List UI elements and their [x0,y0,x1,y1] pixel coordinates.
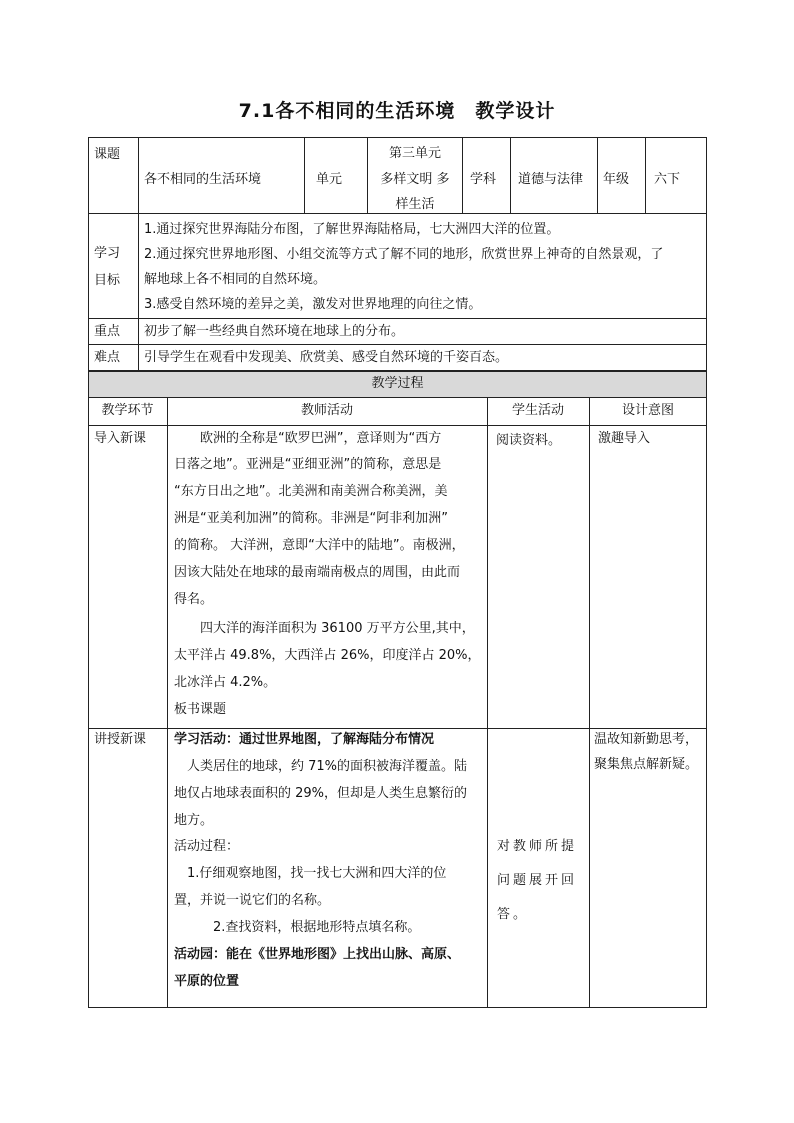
new-lesson-teacher-line: 1.仔细观察地图，找一找七大洲和四大洋的位 [174,866,447,881]
new-lesson-student-line: 对教师所提 [497,839,578,854]
difficult-point-text: 引导学生在观看中发现美、欣赏美、感受自然环境的千姿百态。 [144,350,509,365]
new-lesson-teacher-line: 地方。 [174,813,214,828]
page-title: 7.1各不相同的生活环境 教学设计 [238,100,556,122]
new-lesson-student-line: 答。 [497,907,530,922]
new-lesson-intent-line: 温故知新勤思考， [594,732,699,747]
new-lesson-teacher-line: 活动过程： [174,839,240,854]
key-point-label: 重点 [94,324,121,339]
column-header-teacher: 教师活动 [300,403,353,418]
new-lesson-student-line: 问题展开回 [497,873,578,888]
intro-teacher-line: 板书课题 [174,702,227,717]
grade-label: 年级 [603,172,630,187]
intro-stage: 导入新课 [94,431,147,446]
intro-teacher-line: 得名。 [174,592,214,607]
intro-teacher-line: 北冰洋占 4.2%。 [174,675,277,690]
key-point-text: 初步了解一些经典自然环境在地球上的分布。 [144,324,405,339]
unit-value-line3: 样生活 [395,197,435,212]
column-header-intent: 设计意图 [621,403,674,418]
objective-line: 2.通过探究世界地形图、小组交流等方式了解不同的地形，欣赏世界上神奇的自然景观，了 [144,247,664,262]
intro-intent: 激趣导入 [598,431,651,446]
keti-label: 课题 [94,147,121,162]
objectives-label-line1: 学习 [94,246,121,261]
intro-teacher-line: 四大洋的海洋面积为 36100 万平方公里,其中， [174,621,475,636]
objective-line: 解地球上各不相同的自然环境。 [144,272,327,287]
column-header-student: 学生活动 [511,403,564,418]
activity-title: 学习活动：通过世界地图，了解海陆分布情况 [174,732,435,747]
new-lesson-teacher-line: 人类居住的地球，约 71%的面积被海洋覆盖。陆 [174,759,468,774]
objectives-label-line2: 目标 [94,273,121,288]
new-lesson-teacher-line: 2.查找资料，根据地形特点填名称。 [174,920,421,935]
intro-teacher-line: 的简称。 大洋洲，意即“大洋中的陆地”。南极洲， [174,538,465,553]
column-header-stage: 教学环节 [101,403,154,418]
intro-teacher-line: 日落之地”。亚洲是“亚细亚洲”的简称，意思是 [174,457,442,472]
new-lesson-teacher-line: 置，并说一说它们的名称。 [174,893,331,908]
intro-teacher-line: 洲是“亚美利加洲”的简称。非洲是“阿非利加洲” [174,511,448,526]
activity-garden-line: 活动园：能在《世界地形图》上找出山脉、高原、 [174,947,461,962]
unit-value-line2: 多样文明 多 [380,172,450,187]
new-lesson-teacher-line: 地仅占地球表面积的 29%，但却是人类生息繁衍的 [174,786,468,801]
new-lesson-intent-line: 聚集焦点解新疑。 [594,757,699,772]
unit-label: 单元 [316,172,343,187]
subject-label: 学科 [470,172,497,187]
unit-value-line1: 第三单元 [388,146,441,161]
intro-teacher-line: 欧洲的全称是“欧罗巴洲”，意译则为“西方 [174,431,442,446]
subject-value: 道德与法律 [518,172,584,187]
objective-line: 3.感受自然环境的差异之美，激发对世界地理的向往之情。 [144,297,482,312]
objective-line: 1.通过探究世界海陆分布图，了解世界海陆格局，七大洲四大洋的位置。 [144,222,560,237]
activity-garden-line: 平原的位置 [174,974,240,989]
intro-student: 阅读资料。 [496,433,562,448]
difficult-point-label: 难点 [94,350,121,365]
intro-teacher-line: 太平洋占 49.8%，大西洋占 26%，印度洋占 20%， [174,648,481,663]
keti-value: 各不相同的生活环境 [144,172,262,187]
intro-teacher-line: 因该大陆处在地球的最南端南极点的周围，由此而 [174,565,461,580]
grade-value: 六下 [654,172,681,187]
new-lesson-stage: 讲授新课 [94,732,147,747]
intro-teacher-line: “东方日出之地”。北美洲和南美洲合称美洲，美 [174,484,448,499]
process-title: 教学过程 [371,376,424,391]
